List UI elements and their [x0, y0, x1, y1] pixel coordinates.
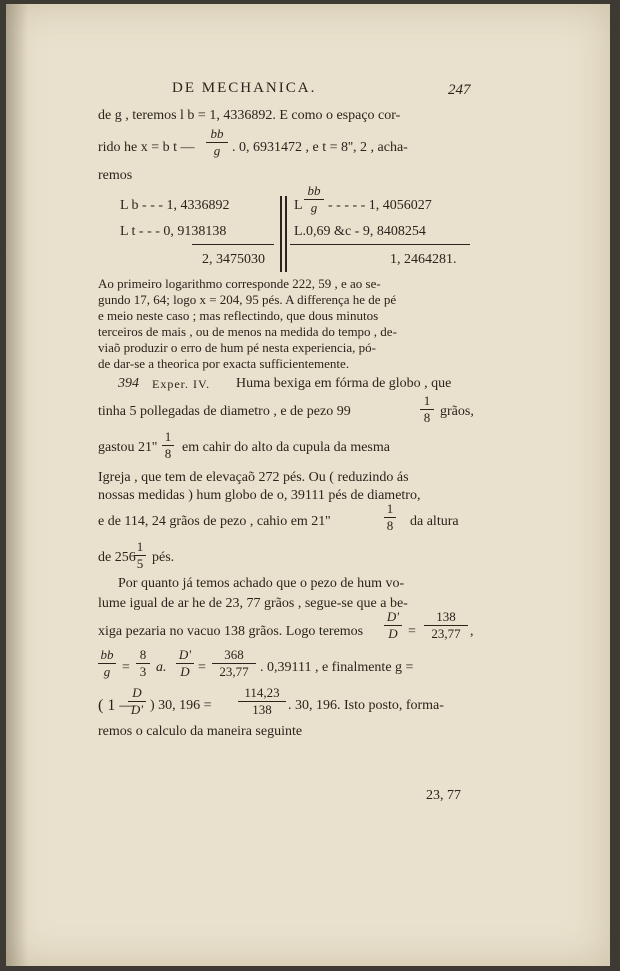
para3-line2a: tinha 5 pollegadas de diametro , e de pezo 99 — [98, 404, 351, 419]
para3-label: Exper. IV. — [152, 377, 211, 391]
frac-num: 368 — [224, 647, 244, 662]
para4-eq1: = — [408, 624, 416, 639]
frac4-num: 1 — [136, 539, 144, 554]
table-right-fraction — [304, 184, 324, 215]
para2-line2: gundo 17, 64; logo x = 204, 95 pés. A differença he de pé — [98, 292, 397, 307]
page-number: 247 — [448, 82, 471, 98]
para3-fraction-1 — [420, 394, 434, 425]
para3-fraction-2 — [162, 430, 174, 461]
frac-den: D — [180, 664, 190, 679]
table-right-result: 1, 2464281. — [390, 252, 457, 267]
para2-line5: viaõ produzir o erro de hum pé nesta experiencia, pó- — [98, 340, 376, 355]
para4-line6: remos o calculo da maneira seguinte — [98, 724, 303, 739]
table-left-sum-line — [192, 244, 274, 245]
para3-line3b: em cahir do alto da cupula da mesma — [182, 440, 390, 455]
para3-line6a: e de 114, 24 grãos de pezo , cahio em 21'' — [98, 514, 331, 529]
para4-l5-mid: ) 30, 196 = — [150, 698, 212, 713]
para4-line3-end: , — [470, 624, 474, 639]
para3-line6b: da altura — [410, 514, 459, 529]
frac-den: g — [103, 664, 111, 679]
para4-l4-fraction-8-3 — [136, 648, 150, 679]
table-left-result: 2, 3475030 — [202, 252, 265, 267]
table-right-row2: L.0,69 &c - 9, 8408254 — [294, 224, 426, 239]
frac-den: 138 — [252, 702, 272, 717]
para1-frac-den: g — [213, 143, 221, 158]
para4-l5-open: ( 1 — — [98, 697, 136, 714]
table-divider-2 — [285, 196, 287, 272]
frac2-num: 1 — [164, 429, 172, 444]
para4-l4-fraction-bb — [98, 648, 116, 679]
table-frac-num: bb — [307, 183, 321, 198]
frac-num: 114,23 — [244, 685, 280, 700]
frac-den: D' — [130, 702, 144, 717]
para3-line1: Huma bexiga em fórma de globo , que — [236, 376, 452, 391]
para4-l4-rest: . 0,39111 , e finalmente g = — [260, 660, 414, 675]
para3-line2b: grãos, — [440, 404, 474, 419]
para3-line7a: de 256 — [98, 550, 136, 565]
para2-line1: Ao primeiro logarithmo corresponde 222, 59 , e ao se- — [98, 276, 381, 291]
para1-fraction — [206, 127, 228, 158]
para3-line5: nossas medidas ) hum globo de o, 39111 pés de diametro, — [98, 488, 421, 503]
para4-line3a: xiga pezaria no vacuo 138 grãos. Logo teremos — [98, 624, 364, 639]
frac-num: D' — [386, 609, 400, 624]
frac-num: D' — [178, 647, 192, 662]
frac2-den: 8 — [164, 446, 172, 461]
table-right-row1-post: - - - - - 1, 4056027 — [328, 198, 432, 213]
frac3-num: 1 — [386, 501, 394, 516]
para2-line3: e meio neste caso ; mas reflectindo, que dous minutos — [98, 308, 379, 323]
table-left-row2: L t - - - 0, 9138138 — [120, 224, 227, 239]
para4-l4-eq2: = — [198, 660, 206, 675]
para2-line4: terceiros de mais , ou de menos na medida do tempo , de- — [98, 324, 397, 339]
para4-l5-fraction-d — [128, 686, 146, 717]
table-right-row1-pre: L — [294, 198, 303, 213]
para2-line6: de dar-se a theorica por exacta sufficientemente. — [98, 356, 350, 371]
frac-num: 138 — [436, 609, 456, 624]
frac3-den: 8 — [386, 518, 394, 533]
para3-fraction-3 — [384, 502, 396, 533]
table-divider-1 — [280, 196, 282, 272]
frac-den: 3 — [139, 664, 147, 679]
frac-num: 8 — [139, 647, 147, 662]
table-left-row1: L b - - - 1, 4336892 — [120, 198, 230, 213]
para3-line4: Igreja , que tem de elevaçaõ 272 pés. Ou ( reduzindo ás — [98, 470, 409, 485]
table-right-sum-line — [290, 244, 470, 245]
table-frac-den: g — [310, 200, 318, 215]
binding-shadow — [6, 4, 28, 966]
para4-fraction-138 — [424, 610, 468, 641]
frac1-num: 1 — [423, 393, 431, 408]
para4-line1: Por quanto já temos achado que o pezo de hum vo- — [118, 576, 405, 591]
para4-line2: lume igual de ar he de 23, 77 grãos , segue-se que a be- — [98, 596, 408, 611]
frac-den: D — [388, 626, 398, 641]
running-title: DE MECHANICA. — [172, 80, 317, 96]
frac-den: 23,77 — [219, 664, 249, 679]
catchword: 23, 77 — [426, 788, 461, 803]
frac-den: 23,77 — [431, 626, 461, 641]
para4-l5-rest: . 30, 196. Isto posto, forma- — [288, 698, 444, 713]
para3-line7b: pés. — [152, 550, 175, 565]
para4-l5-fraction-114 — [238, 686, 286, 717]
para3-line3a: gastou 21'' — [98, 440, 158, 455]
para4-l4-fraction-d-prime — [176, 648, 194, 679]
frac-num: D — [132, 685, 142, 700]
para4-l4-eq1: = — [122, 660, 130, 675]
frac-num: bb — [100, 647, 114, 662]
para4-l4-a: a. — [156, 660, 167, 675]
frac1-den: 8 — [423, 410, 431, 425]
book-page — [6, 4, 610, 966]
para3-fraction-4 — [134, 540, 146, 571]
para1-line1: de g , teremos l b = 1, 4336892. E como o espaço cor- — [98, 108, 401, 123]
para3-number: 394 — [118, 376, 139, 391]
para1-line2a: rido he x = b t — — [98, 140, 195, 155]
frac4-den: 5 — [136, 556, 144, 571]
para4-l4-fraction-368 — [212, 648, 256, 679]
para1-line3: remos — [98, 168, 133, 183]
para4-fraction-d-prime — [384, 610, 402, 641]
para1-line2b: . 0, 6931472 , e t = 8'', 2 , acha- — [232, 140, 408, 155]
para1-frac-num: bb — [210, 126, 224, 141]
